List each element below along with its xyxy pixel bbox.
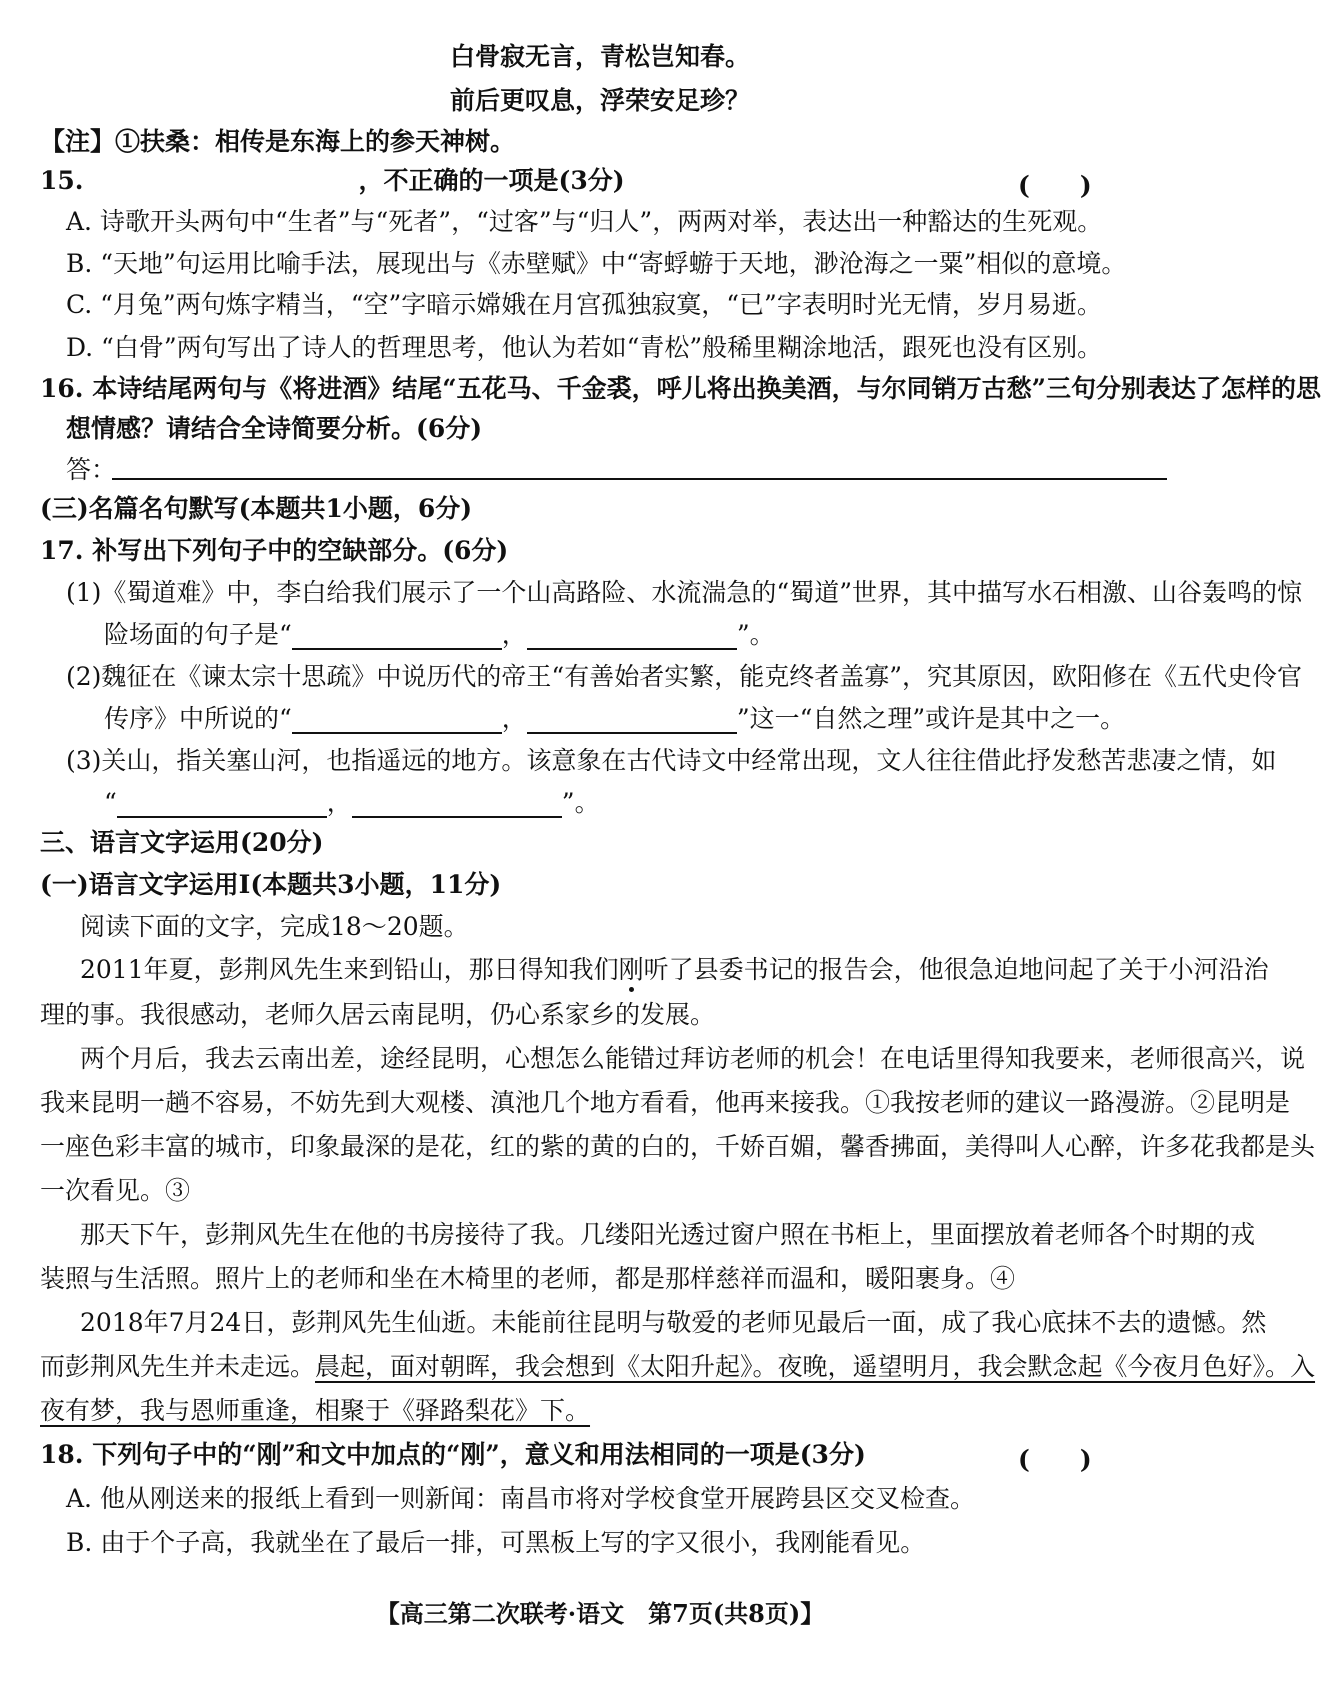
passage-p3-line2: 装照与生活照。照片上的老师和坐在木椅里的老师，都是那样慈祥而温和，暖阳裹身。④ bbox=[40, 1264, 1016, 1293]
emphasis-dot-gang: 刚 bbox=[618, 955, 644, 984]
passage-underlined-2: 夜有梦，我与恩师重逢，相聚于《驿路梨花》下。 bbox=[40, 1396, 591, 1425]
section-3-title: (三)名篇名句默写(本题共1小题，6分) bbox=[40, 494, 473, 523]
q16-stem-line-2: 想情感？请结合全诗简要分析。(6分) bbox=[66, 414, 483, 443]
q17-part1-prefix: 险场面的句子是“ bbox=[104, 620, 292, 649]
q16-answer-line[interactable] bbox=[112, 478, 1167, 480]
q17-blank-4[interactable] bbox=[527, 708, 737, 734]
page-footer: 【高三第二次联考·语文 第7页(共8页)】 bbox=[375, 1599, 825, 1628]
q17-part1-line2 bbox=[104, 620, 775, 650]
passage-p4-text-a: 而彭荆风先生并未走远。 bbox=[40, 1352, 316, 1381]
q15-answer-paren: ( ) bbox=[1018, 171, 1092, 200]
passage-p4-line2 bbox=[40, 1352, 1315, 1382]
q17-part2-line2 bbox=[104, 704, 1125, 734]
q17-part1-line1: (1)《蜀道难》中，李白给我们展示了一个山高路险、水流湍急的“蜀道”世界，其中描写水石相激、山谷轰鸣的惊 bbox=[66, 578, 1302, 607]
poem-line-1: 白骨寂无言，青松岂知春。 bbox=[449, 42, 750, 71]
passage-p1-line1 bbox=[80, 955, 1269, 985]
passage-p1-text-a: 2011年夏，彭荆风先生来到铅山，那日得知我们 bbox=[80, 955, 619, 984]
passage-p2-line1: 两个月后，我去云南出差，途经昆明，心想怎么能错过拜访老师的机会！在电话里得知我要来，老师很高兴，说 bbox=[80, 1044, 1306, 1073]
q17-stem: 17. 补写出下列句子中的空缺部分。(6分) bbox=[40, 536, 509, 565]
q18-option-b: B. 由于个子高，我就坐在了最后一排，可黑板上写的字又很小，我刚能看见。 bbox=[66, 1528, 926, 1557]
poem-line-2: 前后更叹息，浮荣安足珍？ bbox=[449, 86, 750, 115]
q17-part3-line2 bbox=[104, 788, 600, 818]
q15-option-c: C. “月兔”两句炼字精当，“空”字暗示嫦娥在月宫孤独寂寞，“已”字表明时光无情，岁月易逝。 bbox=[66, 290, 1102, 319]
passage-p1-line2: 理的事。我很感动，老师久居云南昆明，仍心系家乡的发展。 bbox=[40, 1000, 716, 1029]
q15-stem: 15. ，不正确的一项是(3分) bbox=[40, 166, 625, 195]
poem-note: 【注】①扶桑：相传是东海上的参天神树。 bbox=[40, 127, 516, 156]
q16-answer-label: 答： bbox=[66, 455, 117, 484]
q17-blank-5[interactable] bbox=[117, 792, 327, 818]
q18-answer-paren: ( ) bbox=[1018, 1445, 1092, 1474]
part-3-title: 三、语言文字运用(20分) bbox=[40, 828, 324, 857]
q18-option-a: A. 他从刚送来的报纸上看到一则新闻：南昌市将对学校食堂开展跨县区交叉检查。 bbox=[66, 1484, 975, 1513]
passage-p4-line3 bbox=[40, 1396, 590, 1426]
q17-part1-comma: ， bbox=[501, 620, 527, 649]
q17-blank-1[interactable] bbox=[292, 624, 502, 650]
q17-blank-6[interactable] bbox=[352, 792, 562, 818]
part-3-subsection: (一)语言文字运用Ⅰ(本题共3小题，11分) bbox=[40, 870, 502, 899]
q15-option-d: D. “白骨”两句写出了诗人的哲理思考，他认为若如“青松”般稀里糊涂地活，跟死也没有区别。 bbox=[66, 333, 1103, 362]
q18-stem: 18. 下列句子中的“刚”和文中加点的“刚”，意义和用法相同的一项是(3分) bbox=[40, 1440, 866, 1469]
q17-blank-2[interactable] bbox=[527, 624, 737, 650]
q17-part3-prefix: “ bbox=[104, 788, 117, 817]
reading-instruction: 阅读下面的文字，完成18～20题。 bbox=[80, 912, 469, 941]
q16-stem-line-1: 16. 本诗结尾两句与《将进酒》结尾“五花马、千金裘，呼儿将出换美酒，与尔同销万古愁”三句分别表达了怎样的思 bbox=[40, 374, 1321, 403]
q17-part2-line1: (2)魏征在《谏太宗十思疏》中说历代的帝王“有善始者实繁，能克终者盖寡”，究其原因，欧阳修在《五代史伶官 bbox=[66, 662, 1302, 691]
q15-option-a: A. 诗歌开头两句中“生者”与“死者”，“过客”与“归人”，两两对举，表达出一种豁达的生死观。 bbox=[66, 207, 1103, 236]
passage-p2-line2: 我来昆明一趟不容易，不妨先到大观楼、滇池几个地方看看，他再来接我。①我按老师的建议一路漫游。②昆明是 bbox=[40, 1088, 1291, 1117]
q17-blank-3[interactable] bbox=[292, 708, 502, 734]
q17-part3-comma: ， bbox=[326, 788, 352, 817]
q17-part3-suffix: ”。 bbox=[561, 788, 600, 817]
passage-p2-line4: 一次看见。③ bbox=[40, 1176, 191, 1205]
passage-underlined-1: 晨起，面对朝晖，我会想到《太阳升起》。夜晚，遥望明月，我会默念起《今夜月色好》。入 bbox=[315, 1352, 1316, 1381]
q17-part3-line1: (3)关山，指关塞山河，也指遥远的地方。该意象在古代诗文中经常出现，文人往往借此抒发愁苦悲凄之情，如 bbox=[66, 746, 1277, 775]
q17-part2-prefix: 传序》中所说的“ bbox=[104, 704, 292, 733]
passage-p3-line1: 那天下午，彭荆风先生在他的书房接待了我。几缕阳光透过窗户照在书柜上，里面摆放着老师各个时期的戎 bbox=[80, 1220, 1256, 1249]
passage-p2-line3: 一座色彩丰富的城市，印象最深的是花，红的紫的黄的白的，千娇百媚，馨香拂面，美得叫人心醉，许多花我都是头 bbox=[40, 1132, 1316, 1161]
q17-part2-comma: ， bbox=[501, 704, 527, 733]
passage-p1-text-b: 听了县委书记的报告会，他很急迫地问起了关于小河沿治 bbox=[643, 955, 1269, 984]
q17-part2-suffix: ”这一“自然之理”或许是其中之一。 bbox=[736, 704, 1126, 733]
passage-p4-line1: 2018年7月24日，彭荆风先生仙逝。未能前往昆明与敬爱的老师见最后一面，成了我心底抹不去的遗憾。然 bbox=[80, 1308, 1267, 1337]
q15-option-b: B. “天地”句运用比喻手法，展现出与《赤壁赋》中“寄蜉蝣于天地，渺沧海之一粟”相似的意境。 bbox=[66, 249, 1127, 278]
q17-part1-suffix: ”。 bbox=[736, 620, 775, 649]
